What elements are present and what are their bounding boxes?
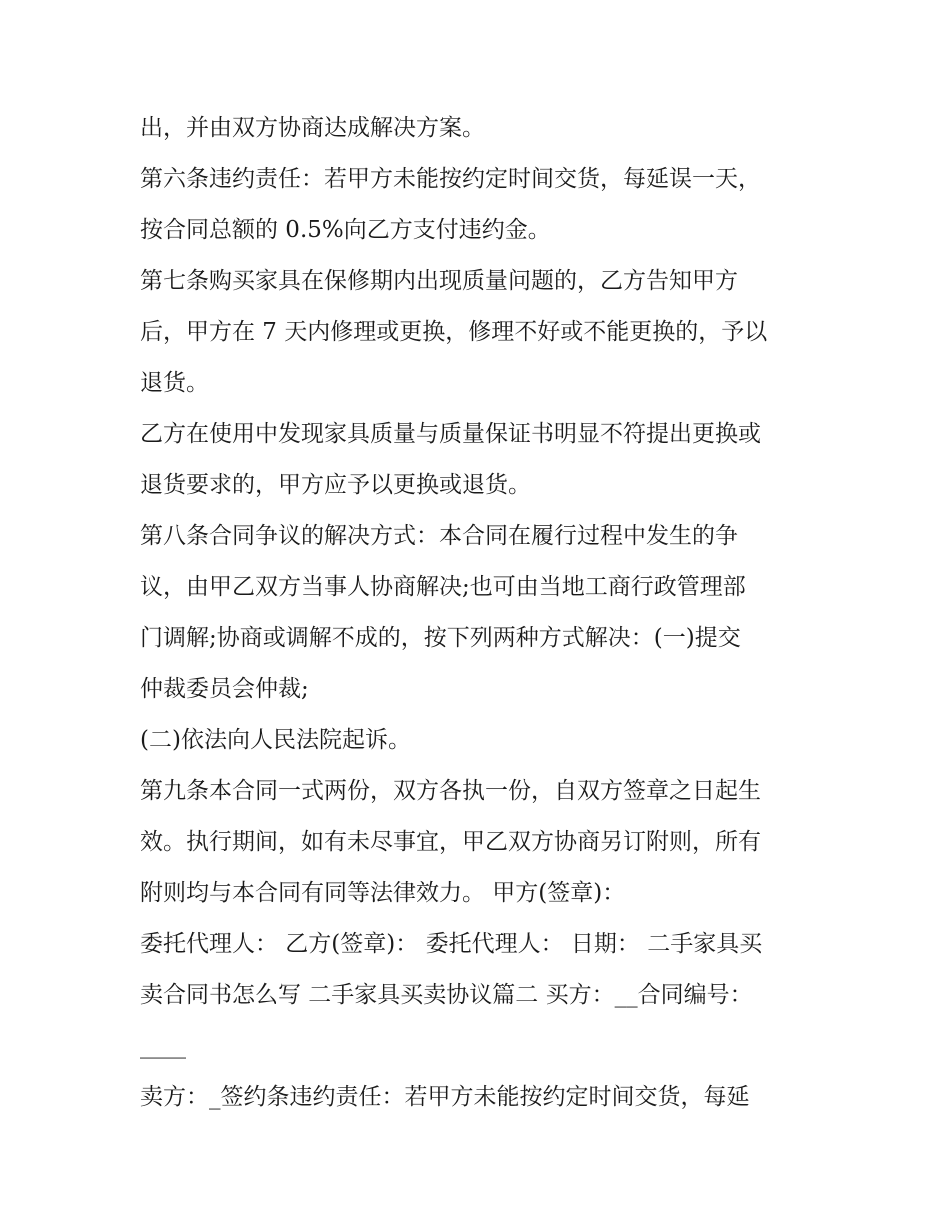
text-line: 后，甲方在 7 天内修理或更换，修理不好或不能更换的，予以 — [140, 319, 768, 345]
text-line: 卖合同书怎么写 二手家具买卖协议篇二 买方：__合同编号： — [140, 982, 753, 1008]
text-line: 出，并由双方协商达成解决方案。 — [140, 115, 485, 141]
text-line: 第八条合同争议的解决方式：本合同在履行过程中发生的争 — [140, 523, 738, 549]
text-line: 退货要求的，甲方应予以更换或退货。 — [140, 472, 531, 498]
text-line: 第七条购买家具在保修期内出现质量问题的，乙方告知甲方 — [140, 268, 738, 294]
text-line: ____ — [140, 1033, 186, 1059]
text-line: 乙方在使用中发现家具质量与质量保证书明显不符提出更换或 — [140, 421, 761, 447]
document-body — [140, 103, 820, 1123]
text-line: 退货。 — [140, 370, 209, 396]
text-line: 委托代理人： 乙方(签章)： 委托代理人： 日期： 二手家具买 — [140, 931, 763, 957]
text-line: 仲裁委员会仲裁; — [140, 676, 309, 702]
text-line: 门调解;协商或调解不成的，按下列两种方式解决：(一)提交 — [140, 625, 741, 651]
text-line: 附则均与本合同有同等法律效力。 甲方(签章)： — [140, 880, 626, 906]
text-line: 效。执行期间，如有未尽事宜，甲乙双方协商另订附则，所有 — [140, 829, 761, 855]
text-line: 卖方：_签约条违约责任：若甲方未能按约定时间交货，每延 — [140, 1084, 750, 1110]
text-line: (二)依法向人民法院起诉。 — [140, 727, 411, 753]
text-line: 按合同总额的 0.5%向乙方支付违约金。 — [140, 217, 551, 243]
text-line: 第九条本合同一式两份，双方各执一份，自双方签章之日起生 — [140, 778, 761, 804]
text-line: 第六条违约责任：若甲方未能按约定时间交货，每延误一天， — [140, 166, 761, 192]
text-line: 议，由甲乙双方当事人协商解决;也可由当地工商行政管理部 — [140, 574, 746, 600]
